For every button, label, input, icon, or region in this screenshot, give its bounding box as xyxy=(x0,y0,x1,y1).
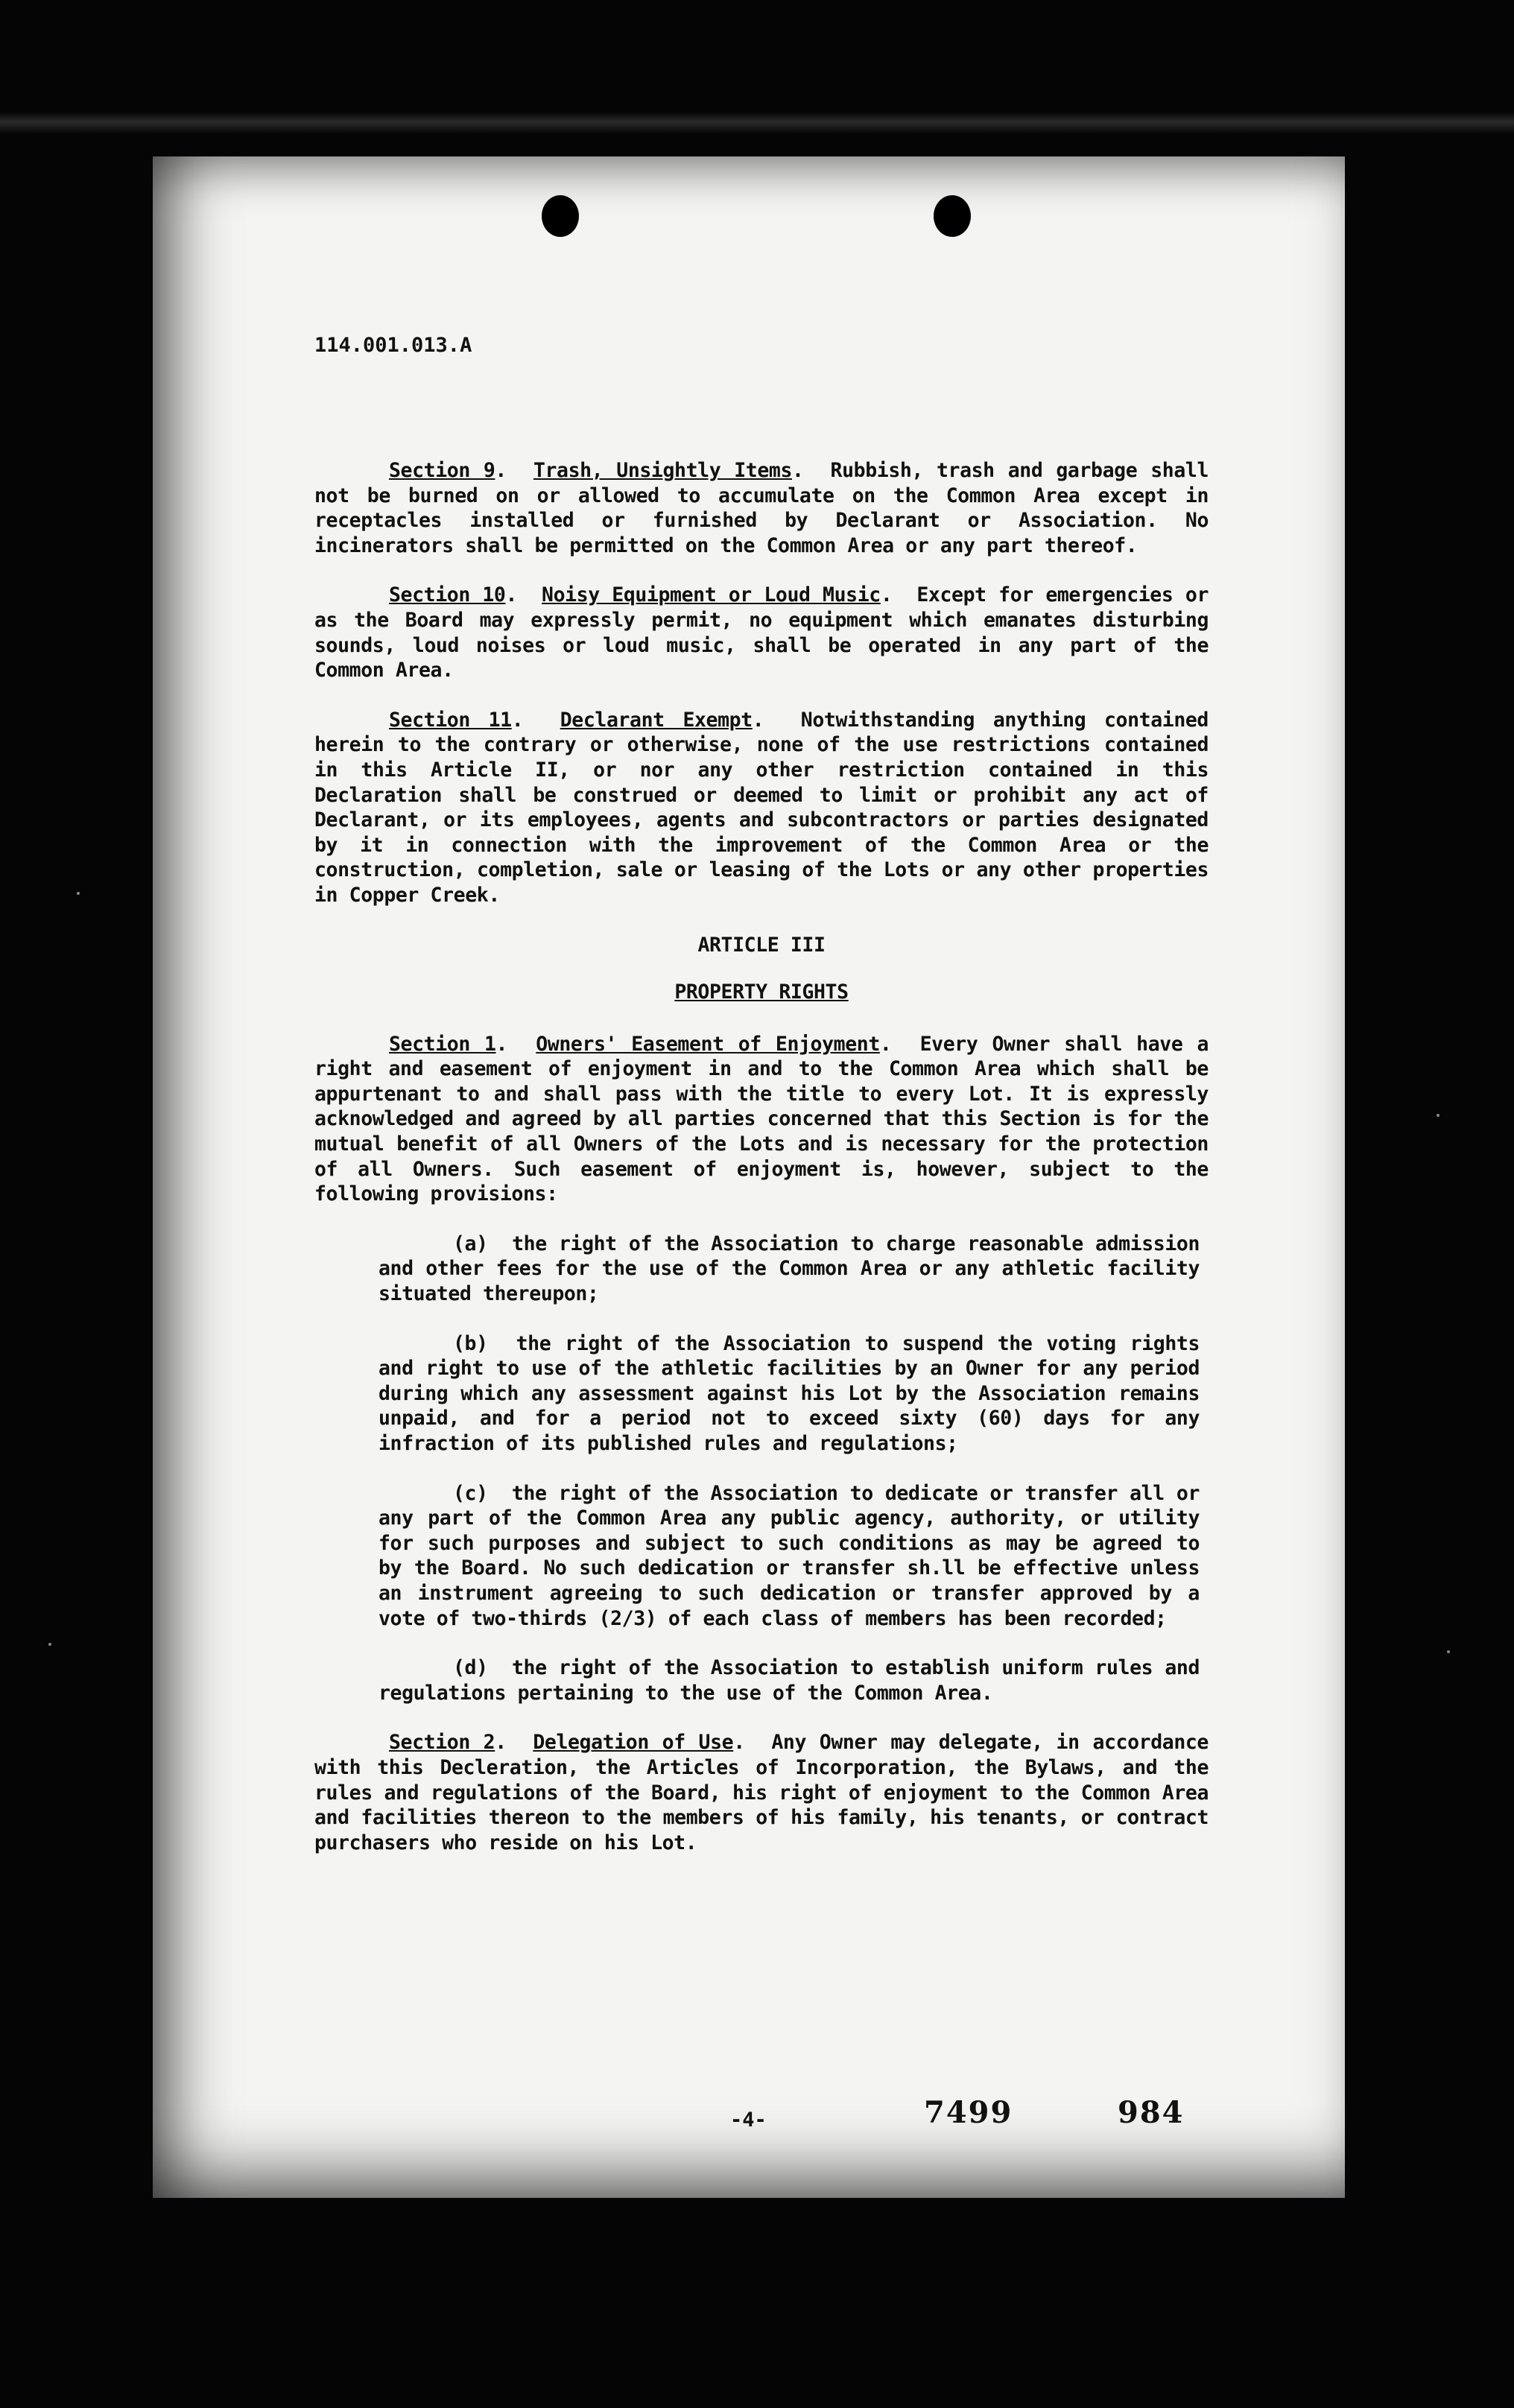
provision-d xyxy=(378,1656,1200,1705)
section-title: Owners' Easement of Enjoyment xyxy=(536,1032,880,1056)
section-heading: Section 10 xyxy=(389,583,506,607)
section-heading: Section 9 xyxy=(389,459,495,482)
provision-label: (c) xyxy=(453,1481,488,1505)
book-page-number: 984 xyxy=(1118,2095,1185,2130)
provision-c xyxy=(378,1481,1200,1632)
article-section-1: Section 1. Owners' Easement of Enjoyment. Every Owner shall have a right and easement of enjoyment in and to the Common Area which shall be appurtenant to and shall pass with the title to every Lot. It is expressly acknowledged and agreed by all parties concerned that this Section is for the mutual benefit of all Owners of the Lots and is necessary for the protection of all Owners. Such easement of enjoyment is, however, subject to the following provisions: xyxy=(314,1032,1209,1206)
book-number: 7499 xyxy=(924,2095,1013,2130)
document-body xyxy=(314,458,1209,1880)
provision-label: (b) xyxy=(453,1331,488,1355)
provision-label: (d) xyxy=(453,1656,488,1680)
section-2: Section 2. Delegation of Use. Any Owner may delegate, in accordance with this Decleration, the Articles of Incorporation, the Bylaws, and the rules and regulations of the Board, his right of enjoyment to the Common Area and facilities thereon to the members of his family, his tenants, or contract purchasers who reside on his Lot. xyxy=(314,1731,1209,1854)
provision-b xyxy=(378,1331,1200,1457)
section-heading: Section 11 xyxy=(389,708,512,732)
provision-a xyxy=(378,1232,1200,1307)
provision-text: the right of the Association to suspend the voting rights and right to use of the athletic facilities by an Owner for any period during which any assessment against his Lot by the Association remains unpaid, and for a period not to exceed sixty (60) days for any infraction of its published rules and regulations; xyxy=(378,1331,1200,1455)
section-text: Notwithstanding anything contained herein to the contrary or otherwise, none of the use restrictions contained in this Article II, or nor any other restriction contained in this Declaration shall be construed or deemed to limit or prohibit any act of Declarant, or its employees, agents and subcontractors or parties designated by it in connection with the improvement of the Common Area or the construction, completion, sale or leasing of the Lots or any other properties in Copper Creek. xyxy=(314,708,1209,907)
section-title: Noisy Equipment or Loud Music xyxy=(542,583,881,607)
scan-speck xyxy=(1447,1650,1450,1653)
punch-hole-icon xyxy=(542,195,579,237)
section-11: Section 11. Declarant Exempt. Notwithstanding anything contained herein to the contrary or otherwise, none of the use restrictions contained in this Article II, or nor any other restriction contained in this Declaration shall be construed or deemed to limit or prohibit any act of Declarant, or its employees, agents and subcontractors or parties designated by it in connection with the improvement of the Common Area or the construction, completion, sale or leasing of the Lots or any other properties in Copper Creek. xyxy=(314,708,1209,907)
scan-speck xyxy=(77,892,80,895)
section-title: Declarant Exempt xyxy=(560,708,753,732)
scan-speck xyxy=(48,1643,51,1646)
scan-edge xyxy=(0,112,1514,134)
scan-speck xyxy=(1437,1114,1439,1117)
article-number: ARTICLE III xyxy=(697,933,826,957)
section-text: Rubbish, trash and garbage shall not be burned on or allowed to accumulate on the Common Area except in receptacles installed or furnished by Declarant or Association. No incinerators shall be permitted on the Common Area or any part thereof. xyxy=(314,459,1209,557)
document-id: 114.001.013.A xyxy=(314,334,472,357)
section-heading: Section 1 xyxy=(389,1032,496,1056)
provision-label: (a) xyxy=(453,1232,488,1255)
section-text: Every Owner shall have a right and easement of enjoyment in and to the Common Area which shall be appurtenant to and shall pass with the title to every Lot. It is expressly acknowledged and agreed by all parties concerned that this Section is for the mutual benefit of all Owners of the Lots and is necessary for the protection of all Owners. Such easement of enjoyment is, however, subject to the following provisions: xyxy=(314,1032,1209,1206)
section-9: Section 9. Trash, Unsightly Items. Rubbish, trash and garbage shall not be burned on or allowed to accumulate on the Common Area except in receptacles installed or furnished by Declarant or Association. No incinerators shall be permitted on the Common Area or any part thereof. xyxy=(314,459,1209,557)
section-heading: Section 2 xyxy=(389,1731,495,1755)
page-number: -4- xyxy=(730,2108,767,2132)
section-title: Delegation of Use xyxy=(533,1731,734,1755)
provision-text: the right of the Association to charge reasonable admission and other fees for the use of the Common Area or any athletic facility situated thereupon; xyxy=(378,1232,1200,1306)
provision-text: the right of the Association to establish uniform rules and regulations pertaining to the use of the Common Area. xyxy=(378,1656,1200,1705)
section-text: Except for emergencies or as the Board may expressly permit, no equipment which emanates disturbing sounds, loud noises or loud music, shall be operated in any part of the Common Area. xyxy=(314,583,1209,682)
article-title xyxy=(314,980,1209,1005)
section-10: Section 10. Noisy Equipment or Loud Music. Except for emergencies or as the Board may expressly permit, no equipment which emanates disturbing sounds, loud noises or loud music, shall be operated in any part of the Common Area. xyxy=(314,583,1209,682)
article-title-text: PROPERTY RIGHTS xyxy=(674,980,849,1004)
section-text: Any Owner may delegate, in accordance with this Decleration, the Articles of Incorporation, the Bylaws, and the rules and regulations of the Board, his right of enjoyment to the Common Area and facilities thereon to the members of his family, his tenants, or contract purchasers who reside on his Lot. xyxy=(314,1731,1209,1854)
provision-text: the right of the Association to dedicate or transfer all or any part of the Common Area any public agency, authority, or utility for such purposes and subject to such conditions as may be agreed to by the Board. No such dedication or transfer sh.ll be effective unless an instrument agreeing to such dedication or transfer approved by a vote of two-thirds (2/3) of each class of members has been recorded; xyxy=(378,1481,1200,1630)
punch-hole-icon xyxy=(934,195,971,237)
section-title: Trash, Unsightly Items xyxy=(533,459,793,482)
